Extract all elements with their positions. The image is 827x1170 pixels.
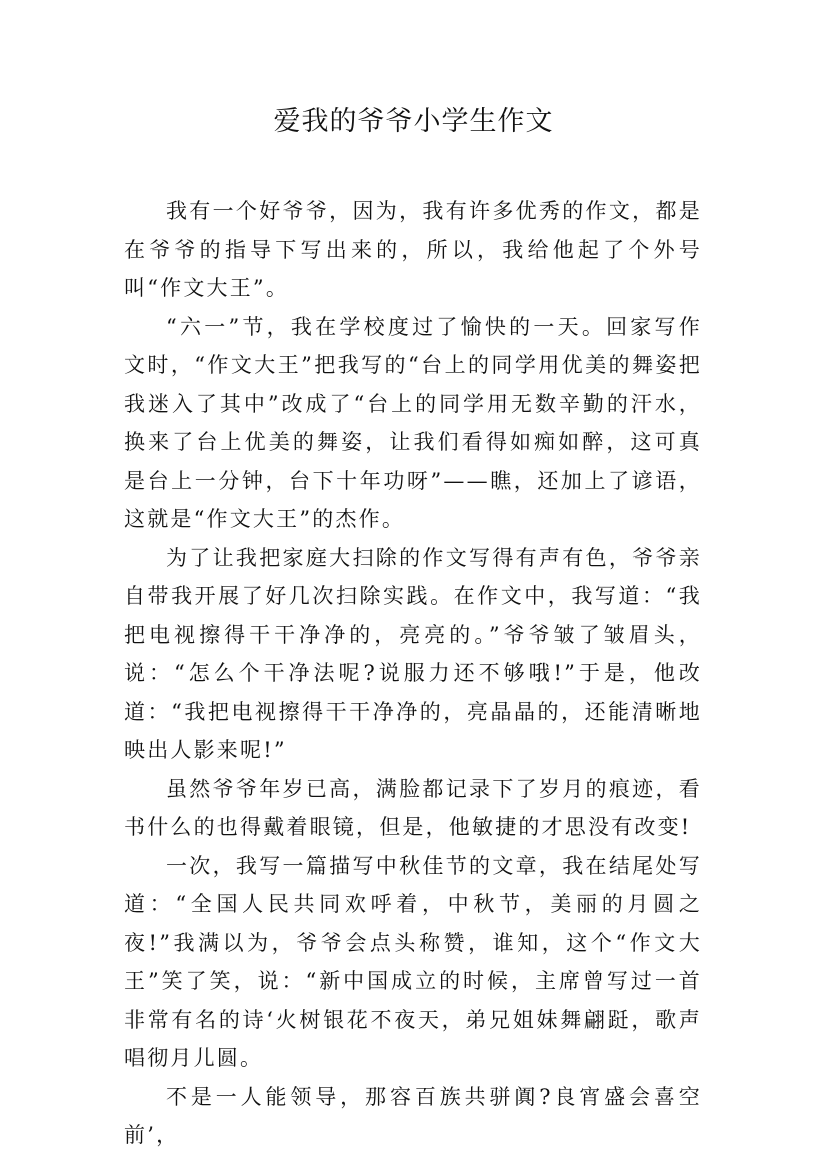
paragraph-2: “六一”节，我在学校度过了愉快的一天。回家写作文时，“作文大王”把我写的“台上的同学用优美的舞姿把我迷入了其中”改成了“台上的同学用无数辛勤的汗水，换来了台上优美的舞姿，让我们看得如痴如醉，这可真是台上一分钟，台下十年功呀”——瞧，还加上了谚语，这就是“作文大王”的杰作。: [124, 314, 702, 531]
document-body: [124, 192, 702, 1155]
paragraph-6: 不是一人能领导，那容百族共骈阗?良宵盛会喜空前’，: [124, 1084, 702, 1147]
paragraph-4: 虽然爷爷年岁已高，满脸都记录下了岁月的痕迹，看书什么的也得戴着眼镜，但是，他敏捷的才思没有改变!: [124, 776, 702, 839]
paragraph-1: 我有一个好爷爷，因为，我有许多优秀的作文，都是在爷爷的指导下写出来的，所以，我给他起了个外号叫“作文大王”。: [124, 199, 702, 300]
paragraph-3: 为了让我把家庭大扫除的作文写得有声有色，爷爷亲自带我开展了好几次扫除实践。在作文中，我写道：“我把电视擦得干干净净的，亮亮的。”爷爷皱了皱眉头，说：“怎么个干净法呢?说服力还不够哦!”于是，他改道：“我把电视擦得干干净净的，亮晶晶的，还能清晰地映出人影来呢!”: [124, 545, 702, 762]
paragraph-5: 一次，我写一篇描写中秋佳节的文章，我在结尾处写道：“全国人民共同欢呼着，中秋节，美丽的月圆之夜!”我满以为，爷爷会点头称赞，谁知，这个“作文大王”笑了笑，说：“新中国成立的时候，主席曾写过一首非常有名的诗‘火树银花不夜天，弟兄姐妹舞翩跹，歌声唱彻月儿圆。: [124, 853, 702, 1070]
document-title: 爱我的爷爷小学生作文: [273, 106, 554, 137]
